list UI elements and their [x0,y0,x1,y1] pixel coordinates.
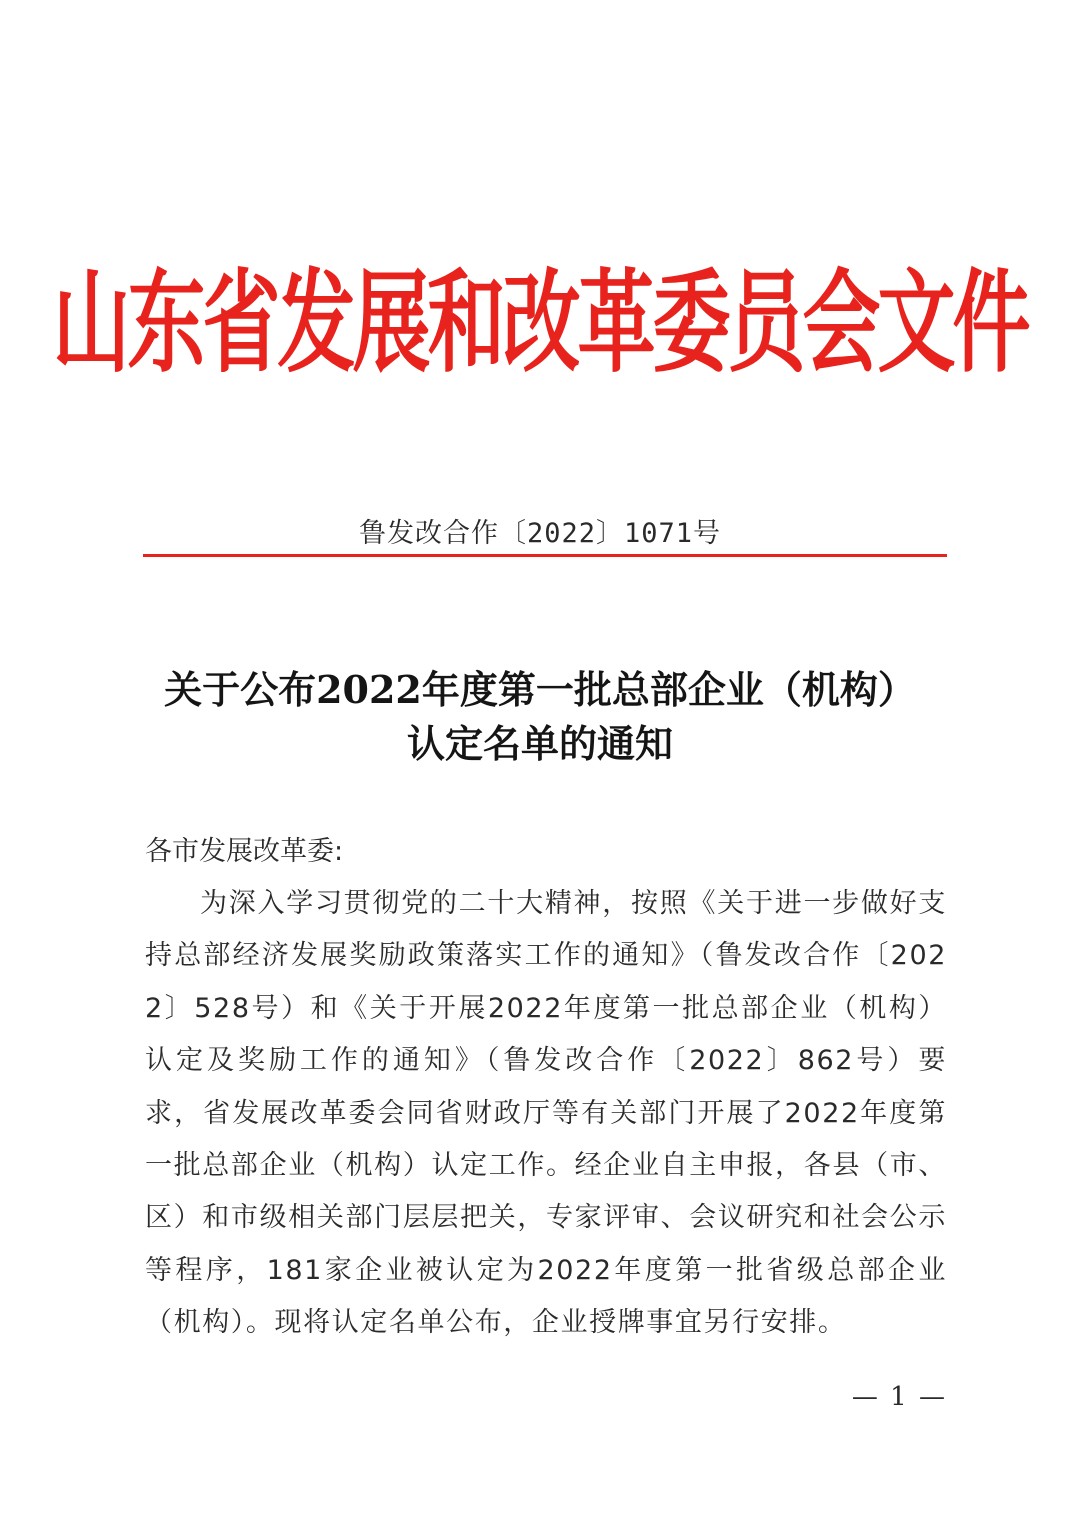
document-number: 鲁发改合作〔2022〕1071号 [358,518,722,549]
notice-title-line-1: 关于公布2022年度第一批总部企业（机构） [164,667,916,712]
body-paragraph: 为深入学习贯彻党的二十大精神，按照《关于进一步做好支持总部经济发展奖励政策落实工作的通知》（鲁发改合作〔2022〕528号）和《关于开展2022年度第一批总部企业（机构）认定及奖励工作的通知》（鲁发改合作〔2022〕862号）要求，省发展改革委会同省财政厅等有关部门开展了2022年度第一批总部企业（机构）认定工作。经企业自主申报，各县（市、区）和市级相关部门层层把关，专家评审、会议研究和社会公示等程序，181家企业被认定为2022年度第一批省级总部企业（机构）。现将认定名单公布，企业授牌事宜另行安排。 [145,888,947,1339]
issuer-masthead: 山东省发展和改革委员会文件 [52,260,1028,389]
red-separator-line [143,554,947,557]
notice-title-line-2: 认定名单的通知 [406,721,673,766]
page-number: — 1 — [851,1382,947,1412]
salutation: 各市发展改革委: [145,836,344,867]
